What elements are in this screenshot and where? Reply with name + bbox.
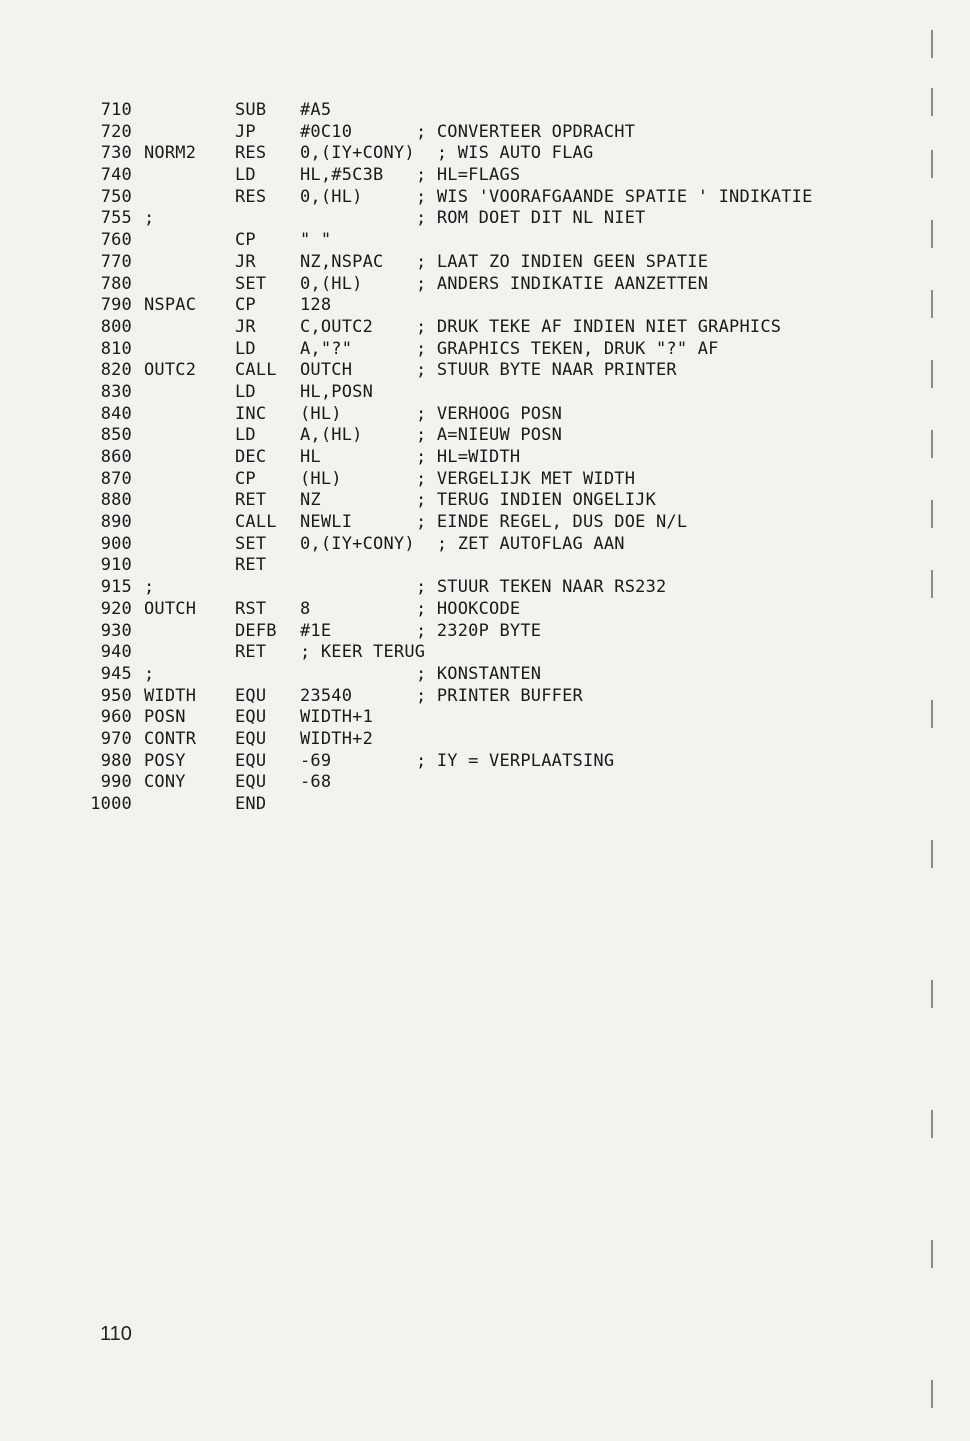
code-comment: ; IY = VERPLAATSING [416, 750, 615, 771]
code-opcode: END [235, 794, 267, 814]
code-comment: ; CONVERTEER OPDRACHT [416, 121, 636, 142]
line-number: 880 [100, 490, 132, 511]
code-comment: ; EINDE REGEL, DUS DOE N/L [416, 512, 688, 533]
line-number: 870 [100, 468, 132, 489]
line-number: 810 [100, 338, 132, 359]
line-number: 840 [100, 403, 132, 424]
code-operand: #1E [300, 620, 332, 641]
code-comment: ; VERHOOG POSN [416, 403, 563, 424]
code-opcode: SET [235, 533, 267, 554]
code-operand: HL [300, 447, 321, 467]
line-number: 760 [100, 230, 132, 251]
code-opcode: RES [235, 143, 267, 164]
code-comment: ; STUUR TEKEN NAAR RS232 [416, 577, 667, 598]
code-label: OUTCH [144, 598, 197, 619]
code-operand: OUTCH [300, 360, 353, 381]
code-opcode: DEC [235, 447, 267, 467]
line-number: 980 [100, 750, 132, 771]
code-operand: NZ,NSPAC [300, 251, 384, 272]
code-comment: ; HL=FLAGS [416, 165, 521, 186]
code-opcode: RET [235, 642, 267, 663]
line-number: 920 [100, 598, 132, 619]
code-opcode: SET [235, 273, 267, 294]
code-opcode: INC [235, 403, 267, 424]
code-operand: #0C10 [300, 121, 353, 142]
edge-mark [931, 570, 933, 598]
code-label: CONTR [144, 728, 197, 749]
code-operand: -68 [300, 772, 332, 793]
edge-mark [931, 1380, 933, 1408]
line-number: 940 [100, 642, 132, 663]
code-comment: ; DRUK TEKE AF INDIEN NIET GRAPHICS [416, 316, 782, 337]
code-opcode: RET [235, 490, 267, 511]
edge-mark [931, 700, 933, 728]
code-label: CONY [144, 772, 186, 793]
code-operand: #A5 [300, 100, 332, 120]
edge-mark [931, 1110, 933, 1138]
line-number: 915 [100, 577, 132, 598]
code-operand: HL,#5C3B [300, 165, 384, 186]
code-opcode: CALL [235, 360, 277, 381]
code-comment: ; STUUR BYTE NAAR PRINTER [416, 360, 677, 381]
code-operand: -69 [300, 750, 332, 771]
edge-mark [931, 30, 933, 58]
code-opcode: CP [235, 468, 256, 489]
code-operand: 128 [300, 295, 332, 316]
line-number: 820 [100, 360, 132, 381]
edge-mark [931, 1240, 933, 1268]
line-number: 850 [100, 425, 132, 446]
code-label: WIDTH [144, 685, 197, 706]
code-opcode: EQU [235, 707, 267, 728]
line-number: 900 [100, 533, 132, 554]
line-number: 1000 [90, 794, 132, 814]
code-operand: 0,(IY+CONY) [300, 143, 415, 164]
code-comment: ; ZET AUTOFLAG AAN [416, 533, 625, 554]
code-label: POSN [144, 707, 186, 728]
code-operand: 0,(IY+CONY) [300, 533, 415, 554]
code-opcode: JR [235, 251, 256, 272]
line-number: 930 [100, 620, 132, 641]
code-operand: 8 [300, 598, 311, 619]
edge-mark [931, 840, 933, 868]
line-number: 860 [100, 447, 132, 467]
code-opcode: JP [235, 121, 256, 142]
edge-mark [931, 290, 933, 318]
code-opcode: RST [235, 598, 267, 619]
code-comment: ; WIS AUTO FLAG [416, 143, 594, 164]
code-operand: A,"?" [300, 338, 353, 359]
code-comment: ; HOOKCODE [416, 598, 521, 619]
line-number: 830 [100, 381, 132, 402]
line-number: 750 [100, 186, 132, 207]
edge-mark [931, 430, 933, 458]
line-number: 755 [100, 208, 132, 229]
code-operand: A,(HL) [300, 425, 363, 446]
code-opcode: DEFB [235, 620, 277, 641]
code-opcode: CP [235, 230, 256, 251]
page-number: 110 [100, 1323, 132, 1345]
code-opcode: LD [235, 425, 256, 446]
edge-mark [931, 88, 933, 116]
code-opcode: LD [235, 165, 256, 186]
code-comment: ; VERGELIJK MET WIDTH [416, 468, 636, 489]
code-comment: ; HL=WIDTH [416, 447, 521, 467]
code-opcode: EQU [235, 728, 267, 749]
code-comment: ; ANDERS INDIKATIE AANZETTEN [416, 273, 709, 294]
code-opcode: RET [235, 555, 267, 576]
code-operand: 0,(HL) [300, 273, 363, 294]
code-label: NSPAC [144, 295, 197, 316]
code-operand: " " [300, 230, 332, 251]
code-opcode: JR [235, 316, 256, 337]
line-number: 710 [100, 100, 132, 120]
code-operand: NEWLI [300, 512, 353, 533]
code-opcode: RES [235, 186, 267, 207]
line-number: 800 [100, 316, 132, 337]
code-operand: ; KEER TERUG [300, 642, 426, 663]
code-label: ; [144, 577, 155, 598]
code-label: NORM2 [144, 143, 197, 164]
code-comment: ; GRAPHICS TEKEN, DRUK "?" AF [416, 338, 719, 359]
code-operand: C,OUTC2 [300, 316, 374, 337]
code-comment: ; TERUG INDIEN ONGELIJK [416, 490, 657, 511]
line-number: 890 [100, 512, 132, 533]
code-operand: 23540 [300, 685, 353, 706]
code-operand: (HL) [300, 468, 342, 489]
edge-mark [931, 360, 933, 388]
code-comment: ; ROM DOET DIT NL NIET [416, 208, 646, 229]
line-number: 790 [100, 295, 132, 316]
code-opcode: CALL [235, 512, 277, 533]
edge-mark [931, 500, 933, 528]
code-opcode: SUB [235, 100, 267, 120]
line-number: 970 [100, 728, 132, 749]
code-opcode: CP [235, 295, 256, 316]
code-comment: ; WIS 'VOORAFGAANDE SPATIE ' INDIKATIE [416, 186, 813, 207]
code-comment: ; LAAT ZO INDIEN GEEN SPATIE [416, 251, 709, 272]
edge-mark [931, 150, 933, 178]
code-label: ; [144, 663, 155, 684]
line-number: 990 [100, 772, 132, 793]
line-number: 740 [100, 165, 132, 186]
code-label: POSY [144, 750, 186, 771]
line-number: 770 [100, 251, 132, 272]
line-number: 945 [100, 663, 132, 684]
edge-mark [931, 980, 933, 1008]
line-number: 730 [100, 143, 132, 164]
code-opcode: EQU [235, 772, 267, 793]
line-number: 950 [100, 685, 132, 706]
code-operand: 0,(HL) [300, 186, 363, 207]
code-operand: WIDTH+1 [300, 707, 374, 728]
line-number: 960 [100, 707, 132, 728]
code-comment: ; A=NIEUW POSN [416, 425, 563, 446]
code-label: ; [144, 208, 155, 229]
code-comment: ; KONSTANTEN [416, 663, 542, 684]
code-comment: ; 2320P BYTE [416, 620, 542, 641]
code-opcode: EQU [235, 750, 267, 771]
code-label: OUTC2 [144, 360, 197, 381]
line-number: 780 [100, 273, 132, 294]
line-number: 910 [100, 555, 132, 576]
line-number: 720 [100, 121, 132, 142]
code-comment: ; PRINTER BUFFER [416, 685, 583, 706]
code-operand: (HL) [300, 403, 342, 424]
code-operand: WIDTH+2 [300, 728, 374, 749]
code-operand: NZ [300, 490, 321, 511]
code-operand: HL,POSN [300, 381, 374, 402]
edge-mark [931, 220, 933, 248]
code-opcode: LD [235, 338, 256, 359]
code-opcode: LD [235, 381, 256, 402]
code-opcode: EQU [235, 685, 267, 706]
